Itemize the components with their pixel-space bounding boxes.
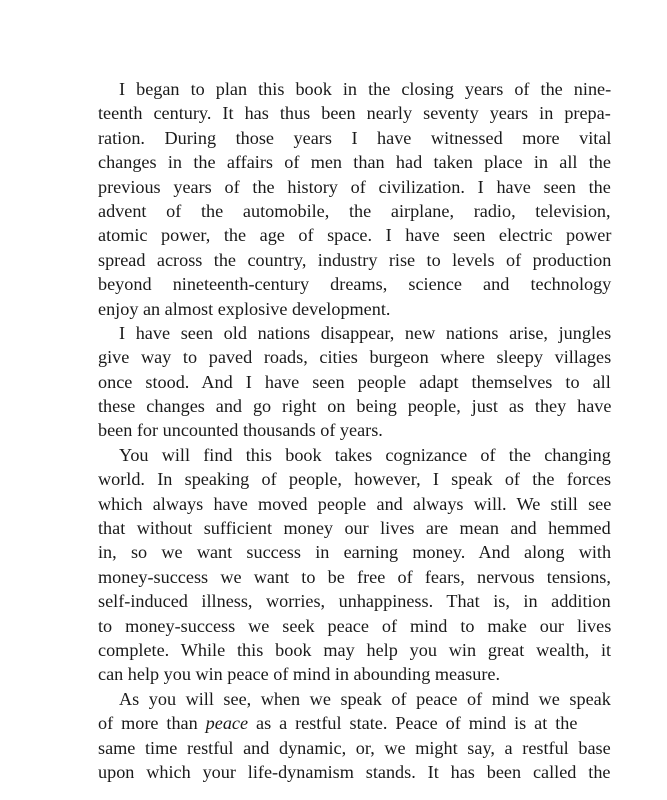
text-line: can help you win peace of mind in abounding measure. [98,664,501,685]
text-line: that without sufficient money our lives are mean and hemmed [98,518,611,539]
text-line: same time restful and dynamic, or, we might say, a restful base [98,737,611,758]
text-line: in, so we want success in earning money. And along with [98,542,612,563]
text-line: ration. During those years I have witnessed more vital [98,127,612,148]
text-line-with-italic [98,711,611,735]
paragraph-2 [98,321,611,443]
paragraph-1 [98,77,611,321]
text-line: to money-success we seek peace of mind to make our lives [98,615,612,636]
text-line: upon which your life-dynamism stands. It has been called the [98,761,611,782]
text-line: self-induced illness, worries, unhappiness. That is, in addition [98,591,611,612]
text-line: spread across the country, industry rise to levels of production [98,249,612,270]
text-line: which always have moved people and always will. We still see [98,493,612,514]
text-line: enjoy an almost explosive development. [98,298,391,319]
text-run: of more than [98,713,206,734]
text-line: atomic power, the age of space. I have seen electric power [98,225,612,246]
text-line: advent of the automobile, the airplane, radio, television, [98,200,611,221]
text-line: been for uncounted thousands of years. [98,420,383,441]
text-line: complete. While this book may help you win great wealth, it [98,639,612,660]
text-line: beyond nineteenth-century dreams, science and technology [98,274,612,295]
text-line: money-success we want to be free of fears, nervous tensions, [98,566,611,587]
text-line: As you will see, when we speak of peace of mind we speak [119,688,611,709]
italic-emphasis: peace [205,713,249,734]
paragraph-4 [98,687,611,785]
text-line: I began to plan this book in the closing years of the nine- [119,79,612,99]
text-line: You will find this book takes cognizance of the changing [119,444,611,465]
text-line: previous years of the history of civilization. I have seen the [98,176,611,197]
book-page-text [98,77,611,784]
text-line: I have seen old nations disappear, new nations arise, jungles [119,322,612,343]
text-run: as a restful state. Peace of mind is at the [248,713,578,734]
text-line: changes in the affairs of men than had taken place in all the [98,152,611,173]
text-line: world. In speaking of people, however, I speak of the forces [98,469,612,490]
text-line: teenth century. It has thus been nearly seventy years in prepa- [98,103,611,124]
text-line: once stood. And I have seen people adapt themselves to all [98,371,611,392]
text-line: these changes and go right on being people, just as they have [98,396,612,417]
paragraph-3 [98,443,611,687]
text-line: give way to paved roads, cities burgeon where sleepy villages [98,347,612,368]
